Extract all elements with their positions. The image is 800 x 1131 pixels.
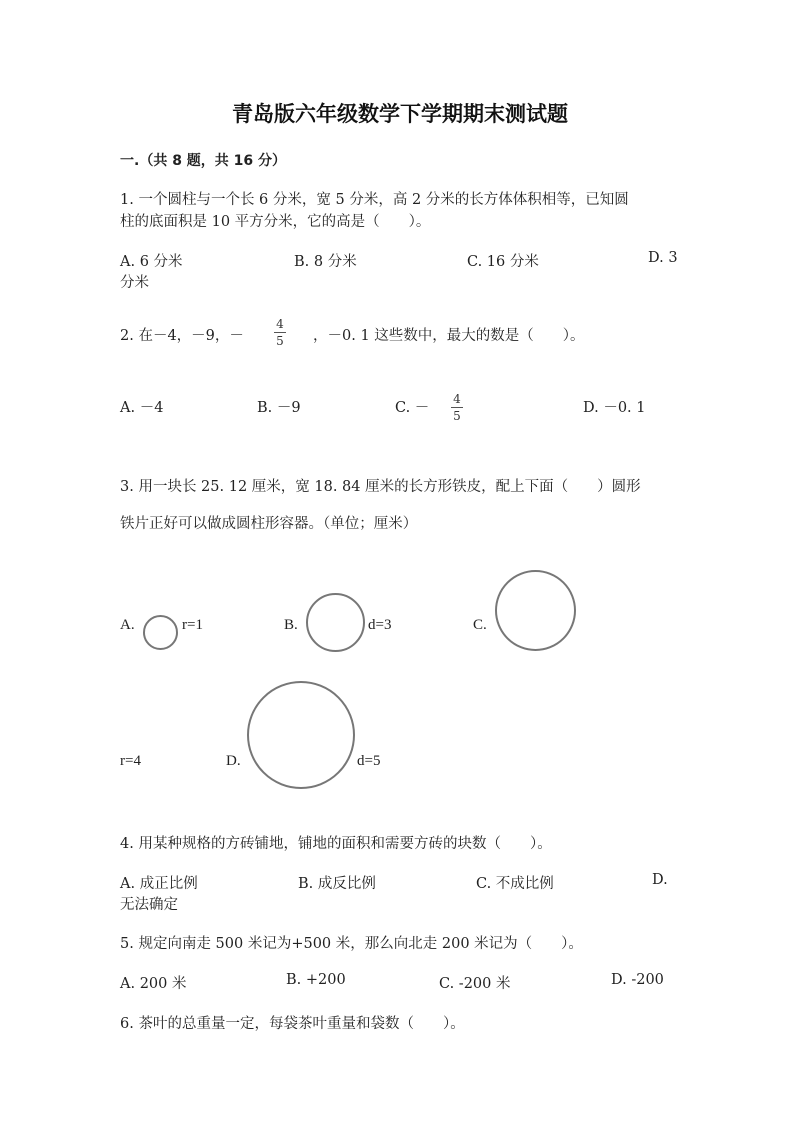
question-3-line-2: 铁片正好可以做成圆柱形容器。（单位；厘米）: [120, 516, 418, 532]
question-3-option-c: C.: [473, 617, 487, 633]
page-title: 青岛版六年级数学下学期期末测试题: [232, 102, 568, 126]
question-5-option-a: A. 200 米: [120, 976, 187, 992]
question-2-option-b: B. －9: [257, 400, 301, 416]
fraction-bar: [451, 407, 463, 408]
circle-b-label: d=3: [368, 617, 392, 633]
question-4-option-a: A. 成正比例: [120, 876, 198, 892]
question-5-option-c: C. -200 米: [439, 976, 511, 992]
question-3-option-b: B.: [284, 617, 298, 633]
fraction-denominator: 5: [276, 334, 284, 348]
question-4-option-c: C. 不成比例: [476, 876, 554, 892]
fraction-numerator: 4: [453, 392, 461, 406]
question-3-line-1: 3. 用一块长 25. 12 厘米，宽 18. 84 厘米的长方形铁皮，配上下面（ ）圆形: [120, 479, 641, 495]
question-2-stem-end: ，－0. 1 这些数中，最大的数是（ ）。: [313, 328, 585, 344]
question-2-option-c-fraction: [449, 392, 465, 423]
question-1-line-2: 柱的底面积是 10 平方分米，它的高是（ ）。: [120, 214, 431, 230]
circle-d-image: [247, 681, 355, 789]
question-1-option-b: B. 8 分米: [294, 254, 357, 270]
question-2-fraction: [272, 317, 288, 348]
circle-b-image: [306, 593, 365, 652]
question-3-option-a: A.: [120, 617, 135, 633]
section-header: 一.（共 8 题，共 16 分）: [120, 153, 287, 169]
question-2-option-c: C. －: [395, 400, 430, 416]
fraction-bar: [274, 332, 286, 333]
question-2-option-a: A. －4: [120, 400, 164, 416]
circle-a-image: [143, 615, 178, 650]
question-3-option-d: D.: [226, 753, 241, 769]
fraction-denominator: 5: [453, 409, 461, 423]
question-1-option-d: D. 3: [648, 250, 678, 266]
circle-d-label: d=5: [357, 753, 381, 769]
question-5-option-b: B. +200: [286, 972, 346, 988]
question-4-stem: 4. 用某种规格的方砖铺地，铺地的面积和需要方砖的块数（ ）。: [120, 836, 552, 852]
question-2-stem-start: 2. 在－4，－9，－: [120, 328, 244, 344]
question-4-option-d-continued: 无法确定: [120, 897, 178, 913]
question-1-option-c: C. 16 分米: [467, 254, 539, 270]
question-4-option-b: B. 成反比例: [298, 876, 376, 892]
question-4-option-d: D.: [652, 872, 668, 888]
question-1-option-d-continued: 分米: [120, 275, 149, 291]
question-5-stem: 5. 规定向南走 500 米记为+500 米，那么向北走 200 米记为（ ）。: [120, 936, 583, 952]
question-5-option-d: D. -200: [611, 972, 664, 988]
fraction-numerator: 4: [276, 317, 284, 331]
circle-c-image: [495, 570, 576, 651]
question-1-option-a: A. 6 分米: [120, 254, 183, 270]
question-6-stem: 6. 茶叶的总重量一定，每袋茶叶重量和袋数（ ）。: [120, 1016, 465, 1032]
circle-c-label: r=4: [120, 753, 141, 769]
question-1-line-1: 1. 一个圆柱与一个长 6 分米，宽 5 分米，高 2 分米的长方体体积相等，已知圆: [120, 192, 629, 208]
question-2-option-d: D. －0. 1: [583, 400, 646, 416]
circle-a-label: r=1: [182, 617, 203, 633]
